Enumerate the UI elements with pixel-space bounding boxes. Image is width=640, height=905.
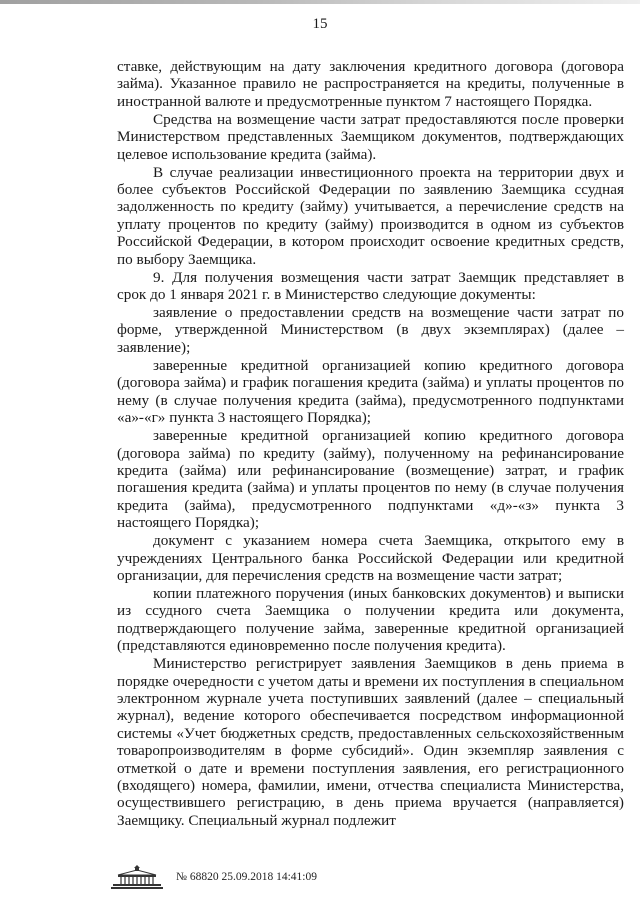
government-building-icon	[110, 864, 164, 890]
registration-stamp: № 68820 25.09.2018 14:41:09	[176, 871, 317, 883]
registration-footer	[110, 862, 317, 892]
paragraph: копии платежного поручения (иных банковских документов) и выписки из ссудного счета Заемщика о получении кредита или документа, подтверждающего получение займа, заверенные кредитной организацией (представляются единовременно после получения кредита).	[117, 584, 624, 655]
paragraph: Министерство регистрирует заявления Заемщиков в день приема в порядке очередности с учетом даты и времени их поступления в специальном электронном журнале учета поступивших заявлений (далее – специальный журнал), ведение которого обеспечивается посредством информационной системы «Учет бюджетных средств, предоставленных сельскохозяйственным товаропроизводителям в форме субсидий». Один экземпляр заявления с отметкой о дате и времени поступления заявления, его регистрационного (входящего) номера, фамилии, имени, отчества специалиста Министерства, осуществившего регистрацию, в день приема вручается (направляется) Заемщику. Специальный журнал подлежит	[117, 655, 624, 829]
paragraph: заверенные кредитной организацией копию кредитного договора (договора займа) и график погашения кредита (займа) и уплаты процентов по нему (в случае получения кредита (займа), предусмотренного подпунктами «а»-«г» пункта 3 настоящего Порядка);	[117, 356, 624, 427]
paragraph: ставке, действующим на дату заключения кредитного договора (договора займа). Указанное правило не распространяется на кредиты, полученные в иностранной валюте и предусмотренные пунктом 7 настоящего Порядка.	[117, 58, 624, 110]
paragraph: В случае реализации инвестиционного проекта на территории двух и более субъектов Российской Федерации по заявлению Заемщика ссудная задолженность по кредиту (займу) учитывается, а перечисление средств на уплату процентов по кредиту (займу) производится в одном из субъектов Российской Федерации, в котором происходит освоение кредитных средств, по выбору Заемщика.	[117, 163, 624, 268]
paragraph: 9. Для получения возмещения части затрат Заемщик представляет в срок до 1 января 2021 г. в Министерство следующие документы:	[117, 268, 624, 304]
paragraph: Средства на возмещение части затрат предоставляются после проверки Министерством представленных Заемщиком документов, подтверждающих целевое использование кредита (займа).	[117, 110, 624, 163]
government-building-logo	[110, 864, 164, 890]
paragraph: заявление о предоставлении средств на возмещение части затрат по форме, утвержденной Министерством (в двух экземплярах) (далее – заявление);	[117, 304, 624, 356]
page-number: 15	[312, 16, 328, 32]
document-body	[117, 58, 624, 829]
paragraph: документ с указанием номера счета Заемщика, открытого ему в учреждениях Центрального банка Российской Федерации или кредитной организации, для перечисления средств на возмещение части затрат;	[117, 532, 624, 584]
paragraph: заверенные кредитной организацией копию кредитного договора (договора займа) по кредиту (займу), полученному на рефинансирование кредита (займа) или рефинансирование (возмещение) затрат, и график погашения кредита (займа) и уплаты процентов по нему (в случае получения кредита (займа), предусмотренного подпунктами «д»-«з» пункта 3 настоящего Порядка);	[117, 427, 624, 532]
scan-edge-shadow	[0, 0, 640, 4]
